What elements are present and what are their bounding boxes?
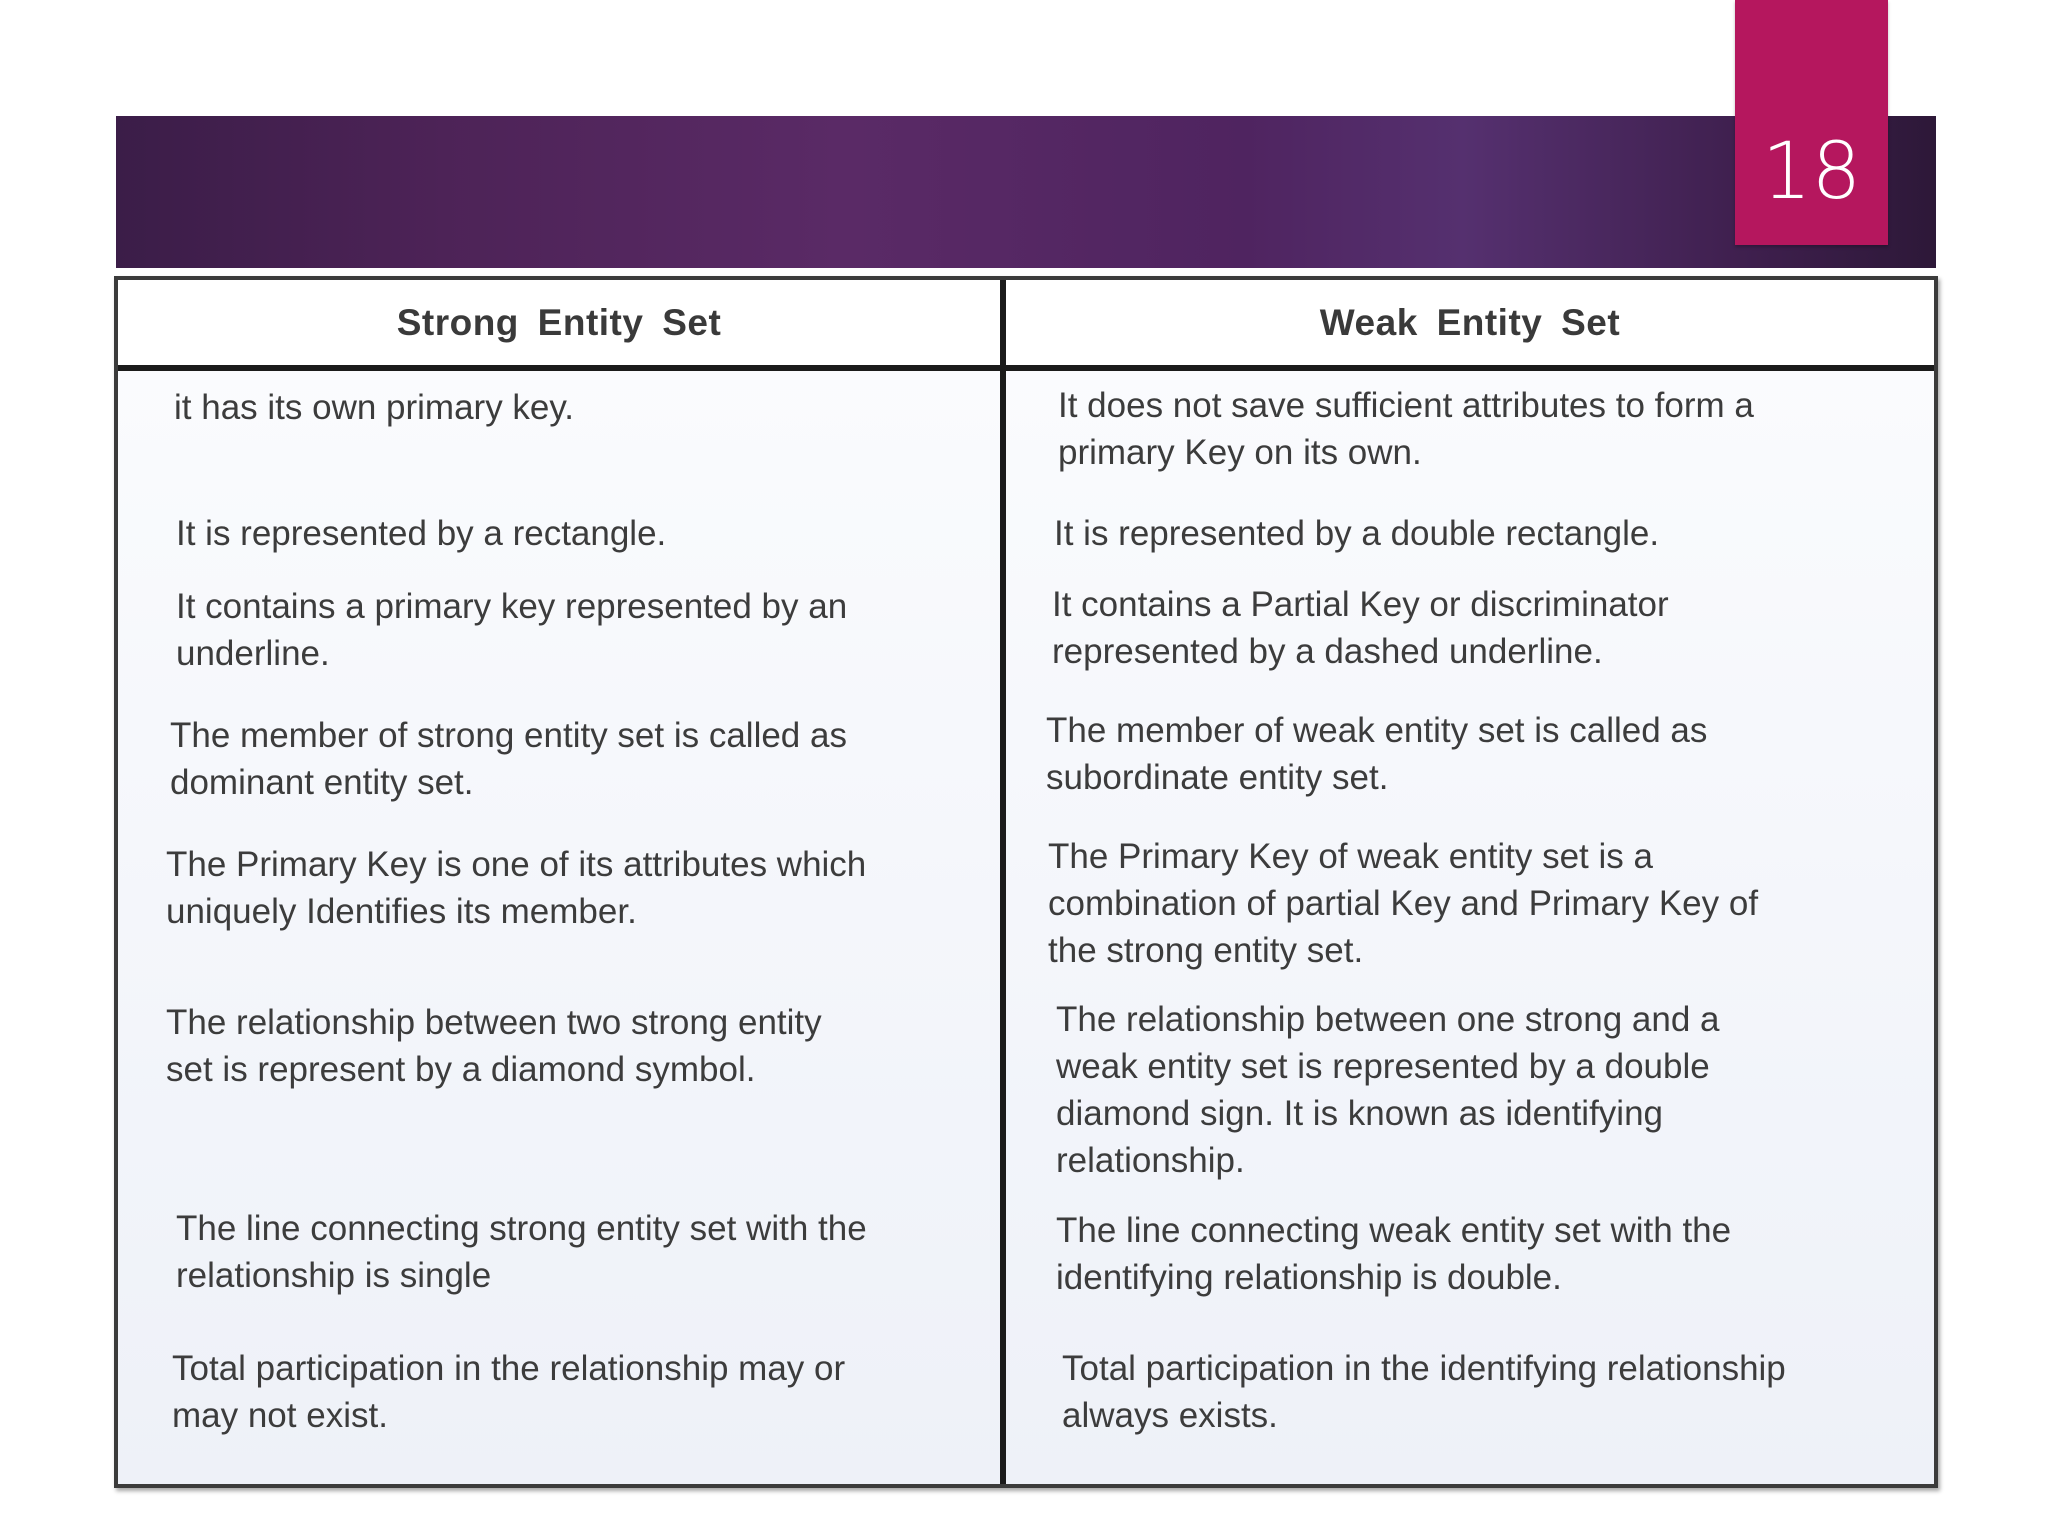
- strong-cell-4: The member of strong entity set is called as dominant entity set.: [170, 716, 847, 802]
- strong-cell-5: The Primary Key is one of its attributes which uniquely Identifies its member.: [166, 845, 867, 931]
- weak-cell-2: It is represented by a double rectangle.: [1054, 514, 1660, 553]
- header-band: [116, 116, 1936, 268]
- strong-cell-8: Total participation in the relationship may or may not exist.: [172, 1349, 846, 1435]
- comparison-table: [114, 276, 1938, 1488]
- strong-cell-2: It is represented by a rectangle.: [176, 514, 667, 553]
- weak-cell-4: The member of weak entity set is called as subordinate entity set.: [1046, 711, 1708, 797]
- weak-cell-8: Total participation in the identifying relationship always exists.: [1062, 1349, 1786, 1435]
- column-divider: [1000, 280, 1006, 1484]
- table-header-row: [118, 280, 1934, 365]
- page-number: 18: [1761, 127, 1862, 217]
- strong-cell-7: The line connecting strong entity set with the relationship is single: [176, 1209, 867, 1295]
- strong-cell-6: The relationship between two strong entity set is represent by a diamond symbol.: [166, 1003, 822, 1089]
- weak-cell-3: It contains a Partial Key or discriminator represented by a dashed underline.: [1052, 585, 1669, 671]
- page-number-badge: [1735, 0, 1888, 245]
- header-divider: [118, 365, 1934, 371]
- weak-cell-6: The relationship between one strong and a weak entity set is represented by a double diamond sign. It is known as identifying relationship.: [1056, 1000, 1720, 1180]
- header-strong-entity-set: Strong Entity Set: [396, 301, 722, 343]
- weak-cell-1: It does not save sufficient attributes to form a primary Key on its own.: [1058, 386, 1754, 472]
- weak-cell-7: The line connecting weak entity set with the identifying relationship is double.: [1056, 1211, 1732, 1297]
- strong-cell-3: It contains a primary key represented by an underline.: [176, 587, 848, 673]
- strong-cell-1: it has its own primary key.: [174, 388, 575, 427]
- header-weak-entity-set: Weak Entity Set: [1319, 301, 1621, 343]
- weak-cell-5: The Primary Key of weak entity set is a combination of partial Key and Primary Key of the strong entity set.: [1048, 837, 1759, 970]
